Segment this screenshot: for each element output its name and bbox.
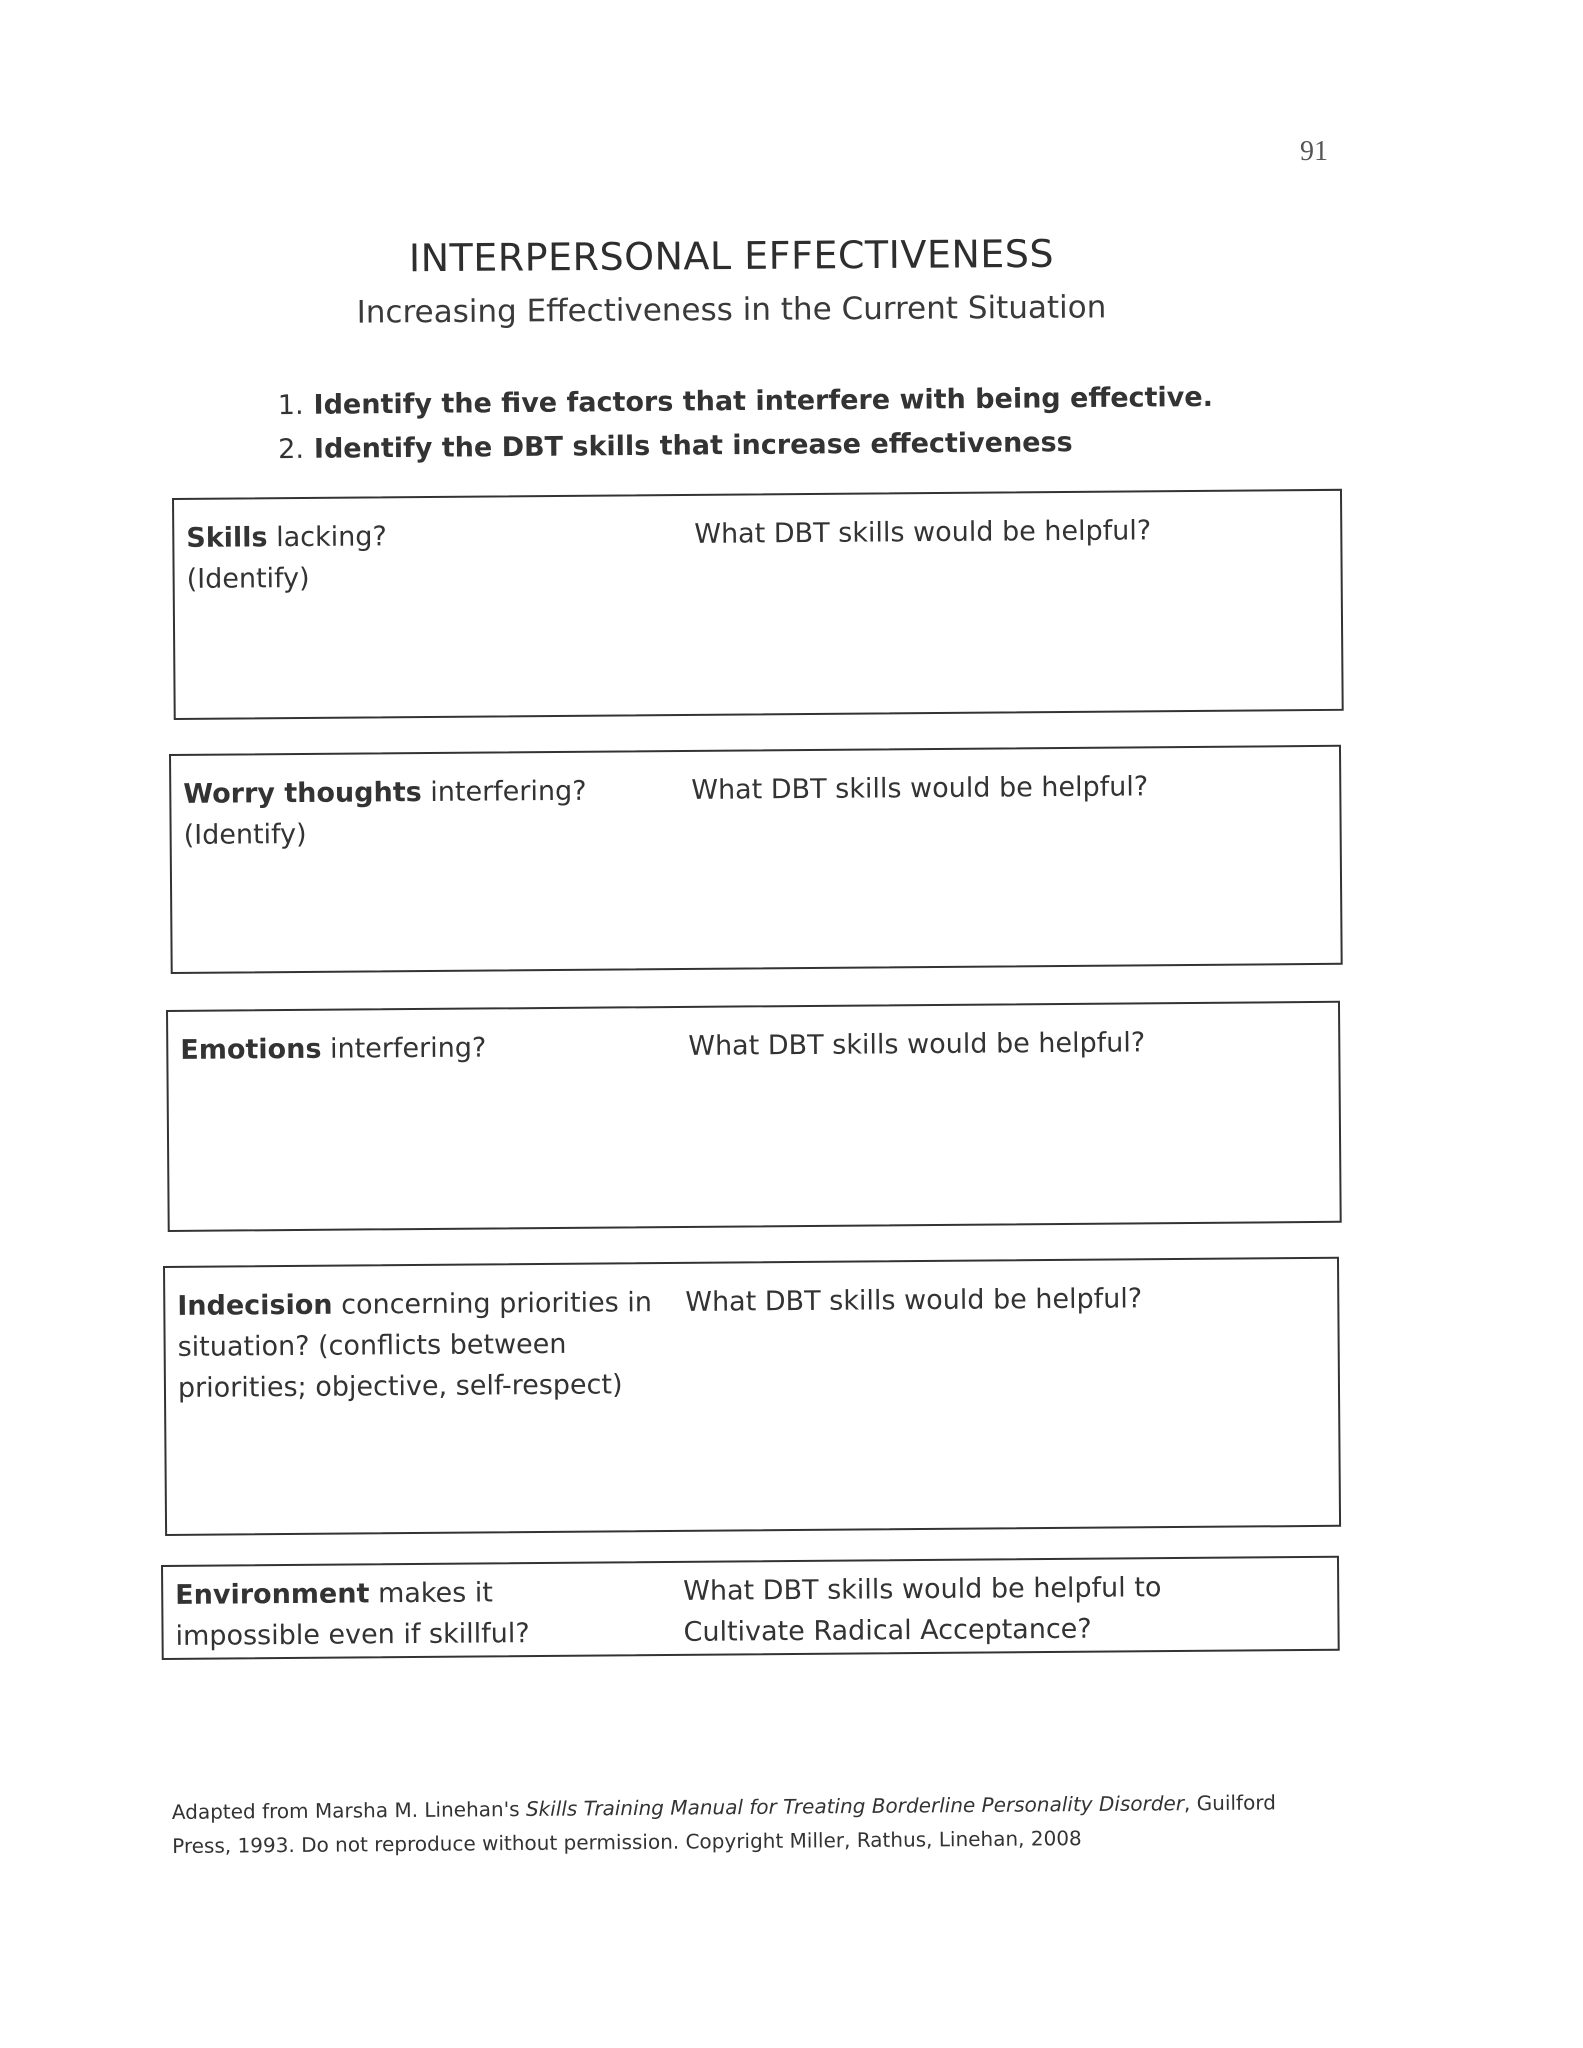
skills-question: What DBT skills would be helpful to Cultivate Radical Acceptance? bbox=[683, 1572, 1162, 1648]
factor-label bbox=[175, 1571, 646, 1657]
factor-text: interfering? bbox=[421, 775, 587, 809]
factor-keyword: Environment bbox=[175, 1578, 370, 1611]
instruction-text: Identify the five factors that interfere with being effective. bbox=[313, 381, 1214, 421]
skills-question: What DBT skills would be helpful? bbox=[688, 1027, 1146, 1062]
factor-label bbox=[186, 514, 687, 600]
factor-keyword: Emotions bbox=[180, 1033, 322, 1066]
factor-keyword: Skills bbox=[186, 522, 268, 554]
footer-book-title: Skills Training Manual for Treating Borderline Personality Disorder bbox=[525, 1791, 1185, 1821]
skills-question: What DBT skills would be helpful? bbox=[691, 771, 1149, 806]
factor-keyword: Indecision bbox=[177, 1289, 333, 1322]
worksheet-box-skills bbox=[172, 489, 1344, 720]
factor-label bbox=[180, 1026, 680, 1071]
instruction-number: 2. bbox=[278, 433, 305, 466]
worksheet-box-worry-thoughts bbox=[169, 745, 1343, 974]
worksheet-box-indecision bbox=[163, 1257, 1341, 1536]
factor-note: (Identify) bbox=[183, 818, 307, 851]
worksheet-box-emotions bbox=[166, 1001, 1342, 1232]
factor-text: interfering? bbox=[321, 1032, 487, 1065]
factor-keyword: Worry thoughts bbox=[183, 777, 422, 810]
page-number: 91 bbox=[1300, 136, 1328, 167]
instruction-number: 1. bbox=[277, 389, 304, 422]
footer-suffix: , Guilford Press, 1993. Do not reproduce without permission. Copyright Miller, Rathus, Linehan, 2008 bbox=[172, 1790, 1276, 1859]
skills-question: What DBT skills would be helpful? bbox=[694, 515, 1152, 550]
instruction-item bbox=[278, 420, 1213, 472]
page-subtitle: Increasing Effectiveness in the Current Situation bbox=[356, 289, 1107, 331]
footer-citation bbox=[172, 1785, 1323, 1863]
worksheet-box-environment bbox=[161, 1556, 1340, 1660]
skills-question: What DBT skills would be helpful? bbox=[685, 1283, 1143, 1318]
factor-label bbox=[183, 770, 684, 856]
instruction-item bbox=[278, 376, 1213, 428]
factor-text: concerning priorities in situation? (conflicts between priorities; objective, self-respect) bbox=[177, 1287, 653, 1404]
factor-label bbox=[177, 1282, 658, 1409]
instruction-text: Identify the DBT skills that increase effectiveness bbox=[313, 427, 1073, 465]
page-title: INTERPERSONAL EFFECTIVENESS bbox=[408, 231, 1055, 281]
factor-note: (Identify) bbox=[186, 562, 310, 595]
footer-prefix: Adapted from Marsha M. Linehan's bbox=[171, 1796, 527, 1825]
instructions-list bbox=[278, 376, 1214, 472]
factor-text: lacking? bbox=[267, 521, 387, 554]
factor-text: makes it impossible even if skillful? bbox=[175, 1577, 530, 1652]
